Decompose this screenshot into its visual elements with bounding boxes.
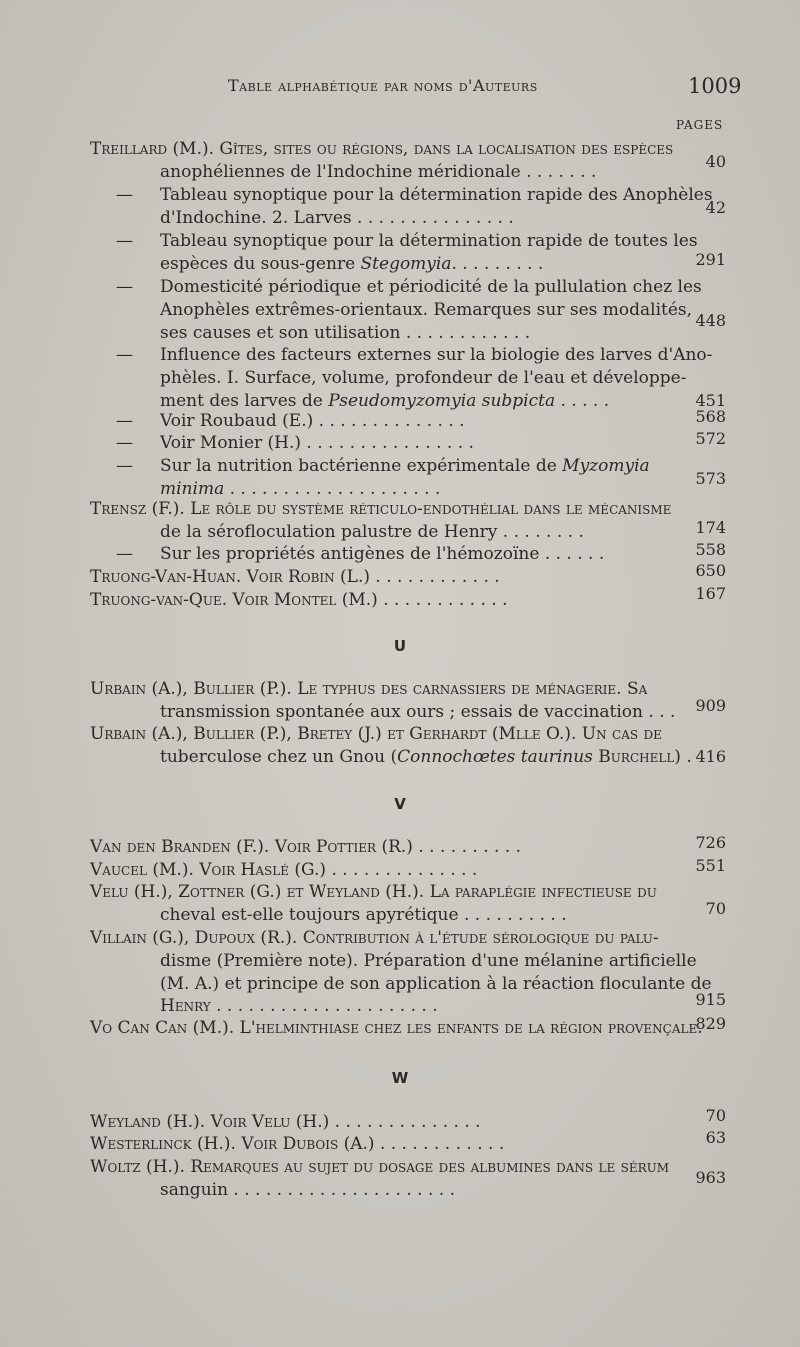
entry-page-number: 551: [695, 856, 726, 875]
index-entry: [90, 184, 726, 230]
entry-page-number: 650: [695, 561, 726, 580]
entry-text: Anophèles extrêmes-orientaux. Remarques sur ses modalités,: [160, 299, 693, 320]
entry-dash: —: [116, 544, 133, 564]
entry-text: Westerlinck (H.). Voir Dubois (A.) . . . . . . . . . . . .: [90, 1134, 505, 1154]
entry-dash: —: [116, 433, 133, 453]
entry-dash: —: [116, 277, 133, 297]
entry-page-number: 40: [705, 151, 726, 171]
entry-text: phèles. I. Surface, volume, profondeur de l'eau et développe-: [160, 367, 687, 388]
entry-dash: —: [116, 456, 133, 476]
entry-text: Velu (H.), Zottner (G.) et Weyland (H.). La paraplégie infectieuse du: [90, 882, 657, 902]
section-letter-u: U: [393, 637, 407, 655]
entry-page-number: 448: [695, 310, 726, 330]
entry-text: Urbain (A.), Bullier (P.). Le typhus des carnassiers de ménagerie. Sa: [90, 679, 648, 699]
entry-text: Urbain (A.), Bullier (P.), Bretey (J.) et Gerhardt (Mlle O.). Un cas de: [90, 724, 662, 744]
index-entry: [90, 927, 726, 1018]
index-entry: [90, 138, 726, 184]
entry-text: Vo Can Can (M.). L'helminthiase chez les enfants de la région provençale.: [90, 1018, 703, 1038]
entry-text-italic: Myzomyia: [562, 456, 650, 476]
entry-text: Sur les propriétés antigènes de l'hémozoïne . . . . . .: [160, 544, 605, 564]
entry-page-number: 829: [695, 1014, 726, 1033]
entry-page-number: 416: [695, 746, 726, 766]
index-entry: [90, 723, 726, 769]
entry-page-number: 451: [695, 390, 726, 410]
entry-text: Influence des facteurs externes sur la biologie des larves d'Ano-: [160, 345, 713, 365]
index-entry: [90, 498, 726, 544]
entry-page-number: 291: [695, 249, 726, 269]
entry-text: ses causes et son utilisation . . . . . . . . . . . .: [160, 322, 531, 343]
entry-text-italic: Connochœtes taurinus: [397, 746, 593, 767]
entry-text: disme (Première note). Préparation d'une mélanine artificielle: [160, 950, 697, 971]
index-entry: [90, 881, 726, 927]
index-entry: [90, 1014, 726, 1040]
entry-page-number: 963: [695, 1167, 726, 1187]
index-entry: [90, 1128, 726, 1156]
entry-text: Tableau synoptique pour la détermination rapide des Anophèles: [160, 185, 713, 205]
entry-text: de la sérofloculation palustre de Henry . . . . . . . .: [160, 521, 584, 542]
entry-page-number: 909: [695, 695, 726, 715]
entry-text: (M. A.) et principe de son application à la réaction floculante de: [160, 973, 712, 994]
entry-text: Burchell) .: [592, 746, 692, 767]
index-entry: [90, 561, 726, 589]
entry-text-italic: minima: [160, 478, 225, 499]
index-entry: [90, 1156, 726, 1202]
entry-text: . . . . .: [555, 390, 610, 411]
entry-text: ment des larves de: [160, 390, 329, 411]
entry-page-number: 42: [705, 197, 726, 217]
running-title: Table alphabétique par noms d'Auteurs: [228, 76, 538, 95]
index-entry: [90, 429, 726, 455]
entry-text-italic: Stegomyia: [360, 253, 452, 274]
entry-text: Vaucel (M.). Voir Haslé (G.) . . . . . . . . . . . . . .: [90, 860, 478, 880]
index-entry: [90, 540, 726, 566]
entry-text: Weyland (H.). Voir Velu (H.) . . . . . . . . . . . . . .: [90, 1112, 481, 1132]
entry-page-number: 573: [695, 468, 726, 488]
entry-dash: —: [116, 411, 133, 431]
entry-text: sanguin . . . . . . . . . . . . . . . . . . . . .: [160, 1179, 455, 1200]
entry-text: d'Indochine. 2. Larves . . . . . . . . . . . . . . .: [160, 207, 514, 228]
index-entry: [90, 230, 726, 276]
entry-text: Treillard (M.). Gîtes, sites ou régions, dans la localisation des espèces: [90, 139, 674, 159]
entry-page-number: 174: [695, 517, 726, 537]
entry-page-number: 558: [695, 540, 726, 559]
index-entry: [90, 1106, 726, 1134]
entry-dash: —: [116, 345, 133, 365]
entry-text: Woltz (H.). Remarques au sujet du dosage des albumines dans le sérum: [90, 1157, 670, 1177]
index-entry: [90, 678, 726, 724]
index-entry: [90, 833, 726, 859]
index-entry: [90, 407, 726, 433]
entry-page-number: 70: [705, 1106, 726, 1125]
entry-dash: —: [116, 231, 133, 251]
entry-page-number: 568: [695, 407, 726, 426]
section-letter-v: V: [394, 795, 406, 813]
entry-page-number: 572: [695, 429, 726, 448]
entry-text: Van den Branden (F.). Voir Pottier (R.) . . . . . . . . . .: [90, 837, 522, 857]
page-number: 1009: [688, 74, 742, 98]
entry-text: Villain (G.), Dupoux (R.). Contribution à l'étude sérologique du palu-: [90, 928, 659, 948]
index-entry: [90, 276, 726, 344]
entry-text: . . . . . . . . . . . . . . . . . . . .: [224, 478, 441, 499]
entry-text: cheval est-elle toujours apyrétique . . . . . . . . . .: [160, 904, 567, 925]
entry-text: Truong-Van-Huan. Voir Robin (L.) . . . . . . . . . . . .: [90, 567, 500, 587]
entry-text: Trensz (F.). Le rôle du système réticulo-endothélial dans le mécanisme: [90, 499, 672, 519]
entry-text-italic: Pseudomyzomyia subpicta: [328, 390, 556, 411]
index-entry: [90, 856, 726, 882]
entry-text: anophéliennes de l'Indochine méridionale . . . . . . .: [160, 161, 597, 182]
entry-page-number: 915: [695, 990, 726, 1010]
section-letter-w: W: [391, 1069, 409, 1087]
entry-dash: —: [116, 185, 133, 205]
entry-text: Sur la nutrition bactérienne expérimentale de: [160, 456, 563, 476]
entry-text: . . . . . . . . .: [451, 253, 544, 274]
entry-page-number: 63: [705, 1128, 726, 1147]
entry-text: Domesticité périodique et périodicité de la pullulation chez les: [160, 277, 702, 297]
entry-text: espèces du sous-genre: [160, 253, 361, 274]
pages-column-label: PAGES: [676, 118, 724, 132]
entry-text: Henry . . . . . . . . . . . . . . . . . . . . .: [160, 996, 438, 1017]
index-entry: [90, 584, 726, 612]
entry-page-number: 726: [695, 833, 726, 852]
entry-page-number: 70: [705, 898, 726, 918]
index-entry: [90, 344, 726, 412]
entry-text: transmission spontanée aux ours ; essais de vaccination . . .: [160, 701, 676, 722]
entry-page-number: 167: [695, 584, 726, 603]
entry-text: tuberculose chez un Gnou (: [160, 746, 398, 767]
entry-text: Voir Monier (H.) . . . . . . . . . . . . . . . .: [160, 433, 474, 453]
entry-text: Voir Roubaud (E.) . . . . . . . . . . . . . .: [160, 411, 465, 431]
index-entry: [90, 455, 726, 501]
entry-text: Tableau synoptique pour la détermination rapide de toutes les: [160, 231, 698, 251]
entry-text: Truong-van-Que. Voir Montel (M.) . . . . . . . . . . . .: [90, 590, 508, 610]
